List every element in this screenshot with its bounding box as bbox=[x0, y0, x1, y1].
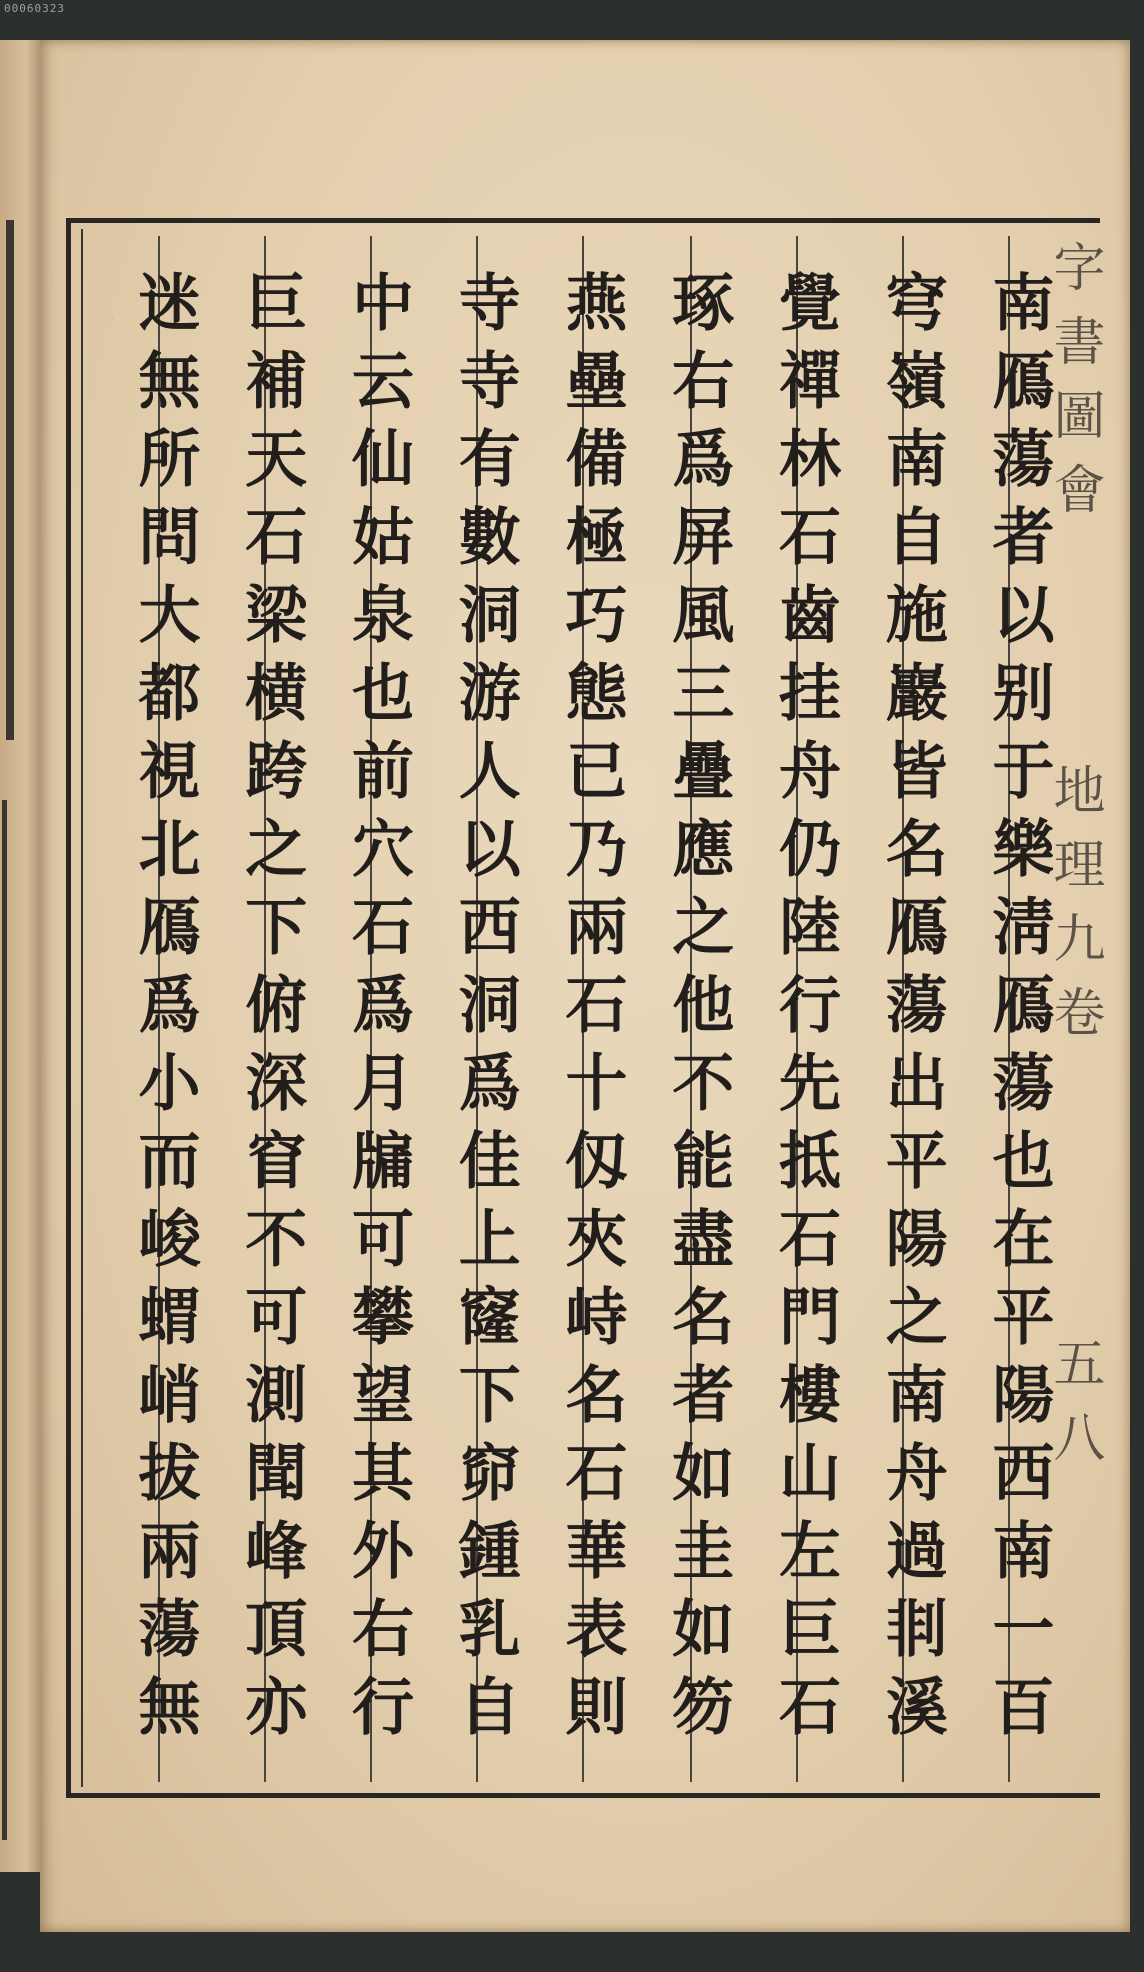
facing-page-border bbox=[2, 800, 7, 1840]
facing-page-border bbox=[6, 220, 14, 740]
text-column-9: 迷無所問大都視北鴈爲小而峻蝟峭拔兩蕩無 bbox=[128, 270, 201, 1752]
text-column-4: 琢右爲屏風三疊應之他不能盡名者如圭如笏 bbox=[661, 270, 735, 1752]
facing-page-edge bbox=[0, 40, 44, 1872]
text-column-3: 覺禪林石齒挂舟仍陸行先抵石門樓山左巨石 bbox=[768, 270, 842, 1752]
text-column-7: 中云仙姑泉也前穴石爲月牖可攀望其外右行 bbox=[341, 270, 415, 1752]
text-column-6: 寺寺有數洞游人以西洞爲佳上窿下窌鍾乳自 bbox=[448, 270, 522, 1752]
text-column-2: 穹嶺南自施巖皆名鴈蕩出平陽之南舟過剕溪 bbox=[875, 270, 949, 1752]
scan-background bbox=[0, 1932, 1144, 1972]
text-column-5: 燕壘備極巧態已乃兩石十仭夾峙名石華表則 bbox=[555, 270, 628, 1752]
scan-id-label: 00060323 bbox=[4, 2, 65, 15]
section-label: 地理九卷 bbox=[1044, 763, 1104, 1060]
text-column-8: 巨補天石梁横跨之下俯深窅不可測聞峰頂亦 bbox=[234, 270, 308, 1752]
text-columns bbox=[112, 270, 1062, 1800]
volume-title: 字書圖會 bbox=[1044, 240, 1104, 536]
text-column-1: 南鴈蕩者以别于樂淸鴈蕩也在平陽西南一百 bbox=[982, 270, 1055, 1752]
page-header-gutter bbox=[1044, 240, 1112, 1540]
page-number: 五八 bbox=[1044, 1336, 1104, 1485]
